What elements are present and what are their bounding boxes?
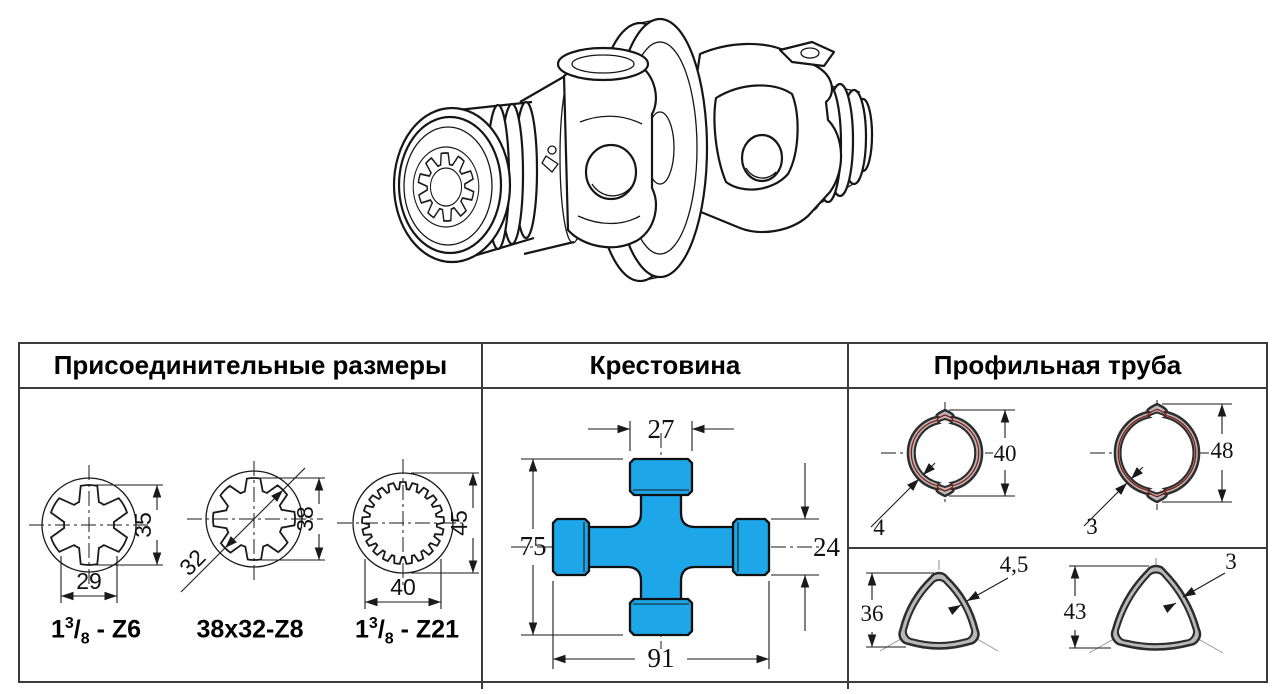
dim-width: 29 [76, 568, 102, 594]
dim-cap-diameter: 24 [813, 532, 840, 562]
cell-cross-journal [483, 389, 849, 689]
spline-profile-z8 [169, 431, 331, 689]
dim-length: 91 [647, 643, 675, 673]
col-header-cross-journal: Крестовина [483, 344, 849, 389]
label-slash: / [377, 615, 385, 644]
spline-profile-z21 [331, 431, 483, 689]
tube-row-triangle [849, 549, 1266, 683]
cross-body [585, 491, 737, 603]
label-rest: - Z6 [89, 615, 142, 644]
dim-size: 36 [860, 601, 884, 626]
label-main: 1 [50, 615, 65, 644]
label-main: 1 [355, 615, 369, 644]
label-slash: / [73, 615, 81, 644]
col-header-profile-tube: Профильная труба [849, 344, 1266, 389]
col-header-connection-dimensions: Присоединительные размеры [20, 344, 483, 389]
tube-bore [1118, 572, 1194, 644]
dim-height: 75 [519, 531, 547, 561]
tube-lemon-48 [1064, 394, 1258, 544]
cross-journal-figure [483, 401, 847, 689]
inner-yoke [542, 48, 656, 247]
dim-wall: 4,5 [999, 552, 1029, 577]
tube-triangle-36 [856, 552, 1046, 678]
tube-bore [906, 580, 972, 643]
universal-joint-art [360, 2, 880, 296]
outer-yoke [690, 42, 841, 232]
cell-profile-tube [849, 389, 1266, 689]
dim-width: 32 [174, 544, 211, 581]
tube-lemon-40 [857, 394, 1047, 542]
dim-size: 40 [993, 441, 1017, 466]
dimensions [174, 468, 325, 592]
dim-height: 38 [292, 506, 318, 532]
spec-table [18, 342, 1268, 683]
dim-height: 35 [130, 512, 156, 538]
label-sup: 3 [368, 615, 378, 632]
dim-height: 45 [446, 510, 472, 536]
dim-width: 40 [390, 574, 416, 600]
splined-hub [394, 102, 537, 262]
universal-joint-drawing [360, 2, 880, 296]
profile-label-z6 [51, 615, 141, 648]
tube-row-lemon [849, 389, 1266, 549]
cell-connection-dimensions [20, 389, 483, 689]
dim-wall: 4 [873, 515, 885, 540]
spline-profile-z6 [23, 431, 169, 689]
inner-yoke-hole [586, 145, 636, 199]
grease-fitting [548, 146, 556, 154]
tube-triangle-43 [1059, 552, 1259, 678]
label-rest: - Z21 [393, 615, 459, 644]
label-sup: 3 [64, 615, 74, 632]
profile-label-z8 [196, 615, 303, 648]
yoke-bearing-hole [742, 135, 782, 181]
dim-wall: 3 [1225, 552, 1237, 574]
dim-wall: 3 [1086, 514, 1098, 539]
dim-cap-width: 27 [647, 414, 675, 444]
label-sub: 8 [384, 630, 394, 648]
dimensions [365, 473, 479, 609]
label-sub: 8 [80, 630, 90, 648]
profile-label-z21 [355, 615, 459, 648]
dim-size: 48 [1210, 438, 1234, 463]
label-main: 38x32-Z8 [196, 615, 304, 644]
dim-size: 43 [1063, 599, 1087, 624]
